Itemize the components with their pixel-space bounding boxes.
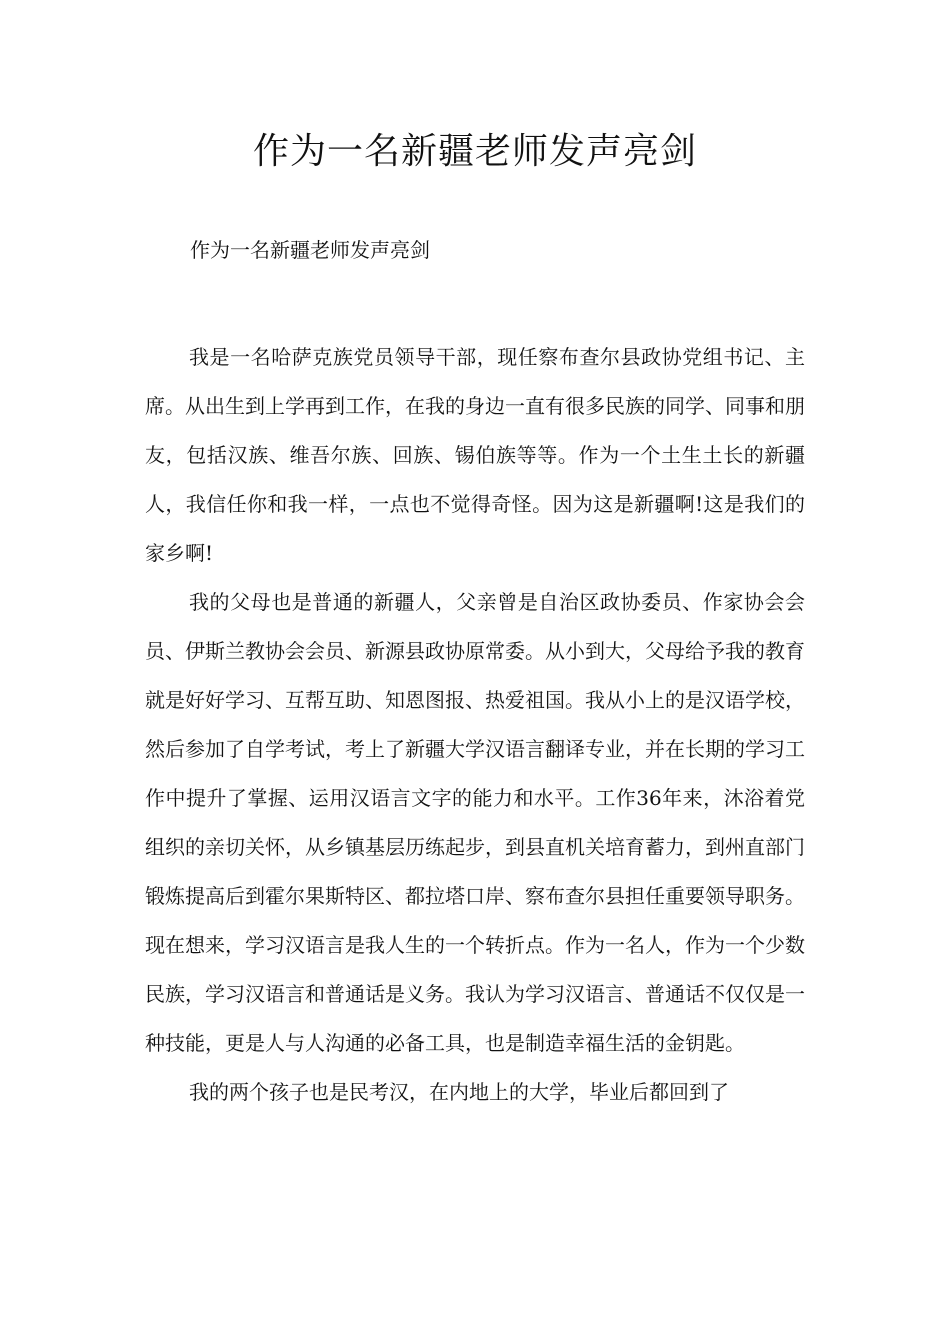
document-subtitle: 作为一名新疆老师发声亮剑 (190, 238, 430, 262)
document-body (145, 333, 805, 1117)
paragraph: 我的两个孩子也是民考汉，在内地上的大学，毕业后都回到了 (189, 1080, 729, 1104)
paragraph: 我的父母也是普通的新疆人，父亲曾是自治区政协委员、作家协会会员、伊斯兰教协会会员、新源县政协原常委。从小到大，父母给予我的教育就是好好学习、互帮互助、知恩图报、热爱祖国。我从小上的是汉语学校，然后参加了自学考试，考上了新疆大学汉语言翻译专业，并在长期的学习工作中提升了掌握、运用汉语言文字的能力和水平。工作36年来，沐浴着党组织的亲切关怀，从乡镇基层历练起步，到县直机关培育蓄力，到州直部门锻炼提高后到霍尔果斯特区、都拉塔口岸、察布查尔县担任重要领导职务。现在想来，学习汉语言是我人生的一个转折点。作为一名人，作为一个少数民族，学习汉语言和普通话是义务。我认为学习汉语言、普通话不仅仅是一种技能，更是人与人沟通的必备工具，也是制造幸福生活的金钥匙。 (145, 590, 805, 1055)
document-title: 作为一名新疆老师发声亮剑 (252, 131, 697, 172)
paragraph: 我是一名哈萨克族党员领导干部，现任察布查尔县政协党组书记、主席。从出生到上学再到工作，在我的身边一直有很多民族的同学、同事和朋友，包括汉族、维吾尔族、回族、锡伯族等等。作为一个土生土长的新疆人，我信任你和我一样，一点也不觉得奇怪。因为这是新疆啊!这是我们的家乡啊! (145, 345, 805, 565)
